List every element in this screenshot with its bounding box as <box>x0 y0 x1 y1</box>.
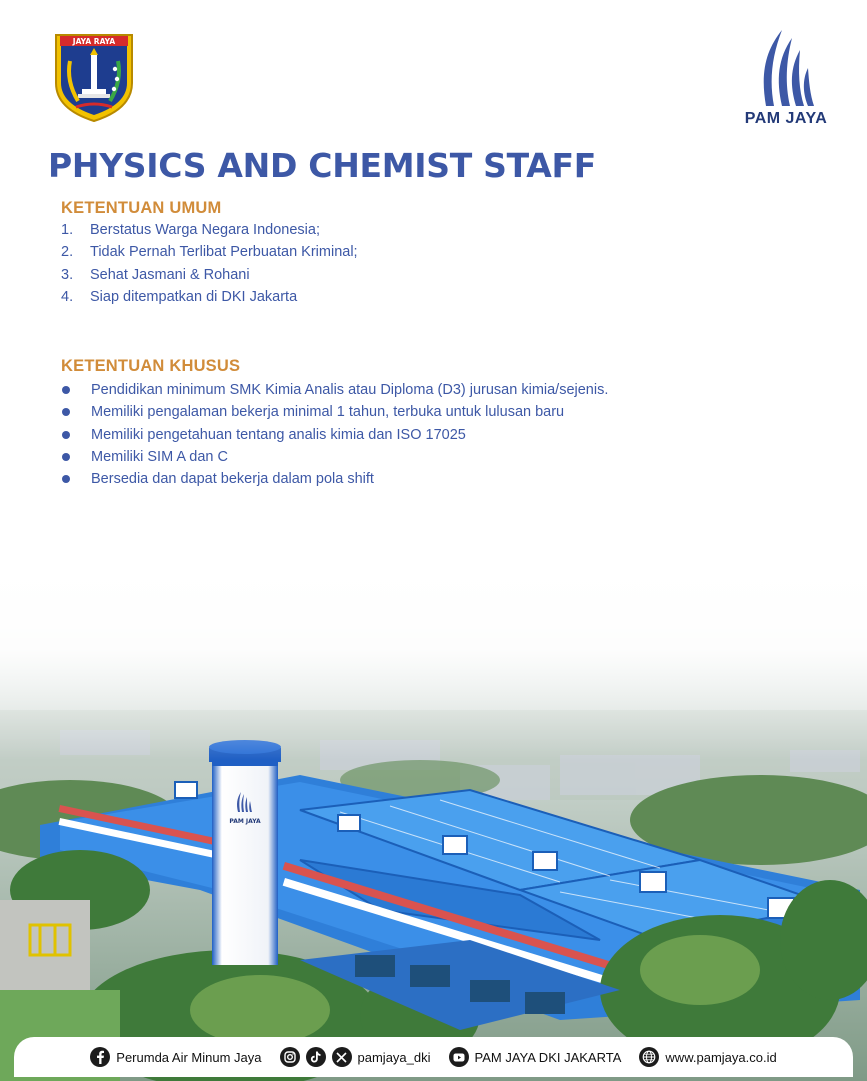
list-item-text: Sehat Jasmani & Rohani <box>90 266 250 283</box>
list-number: 2. <box>61 244 74 261</box>
list-item-text: Memiliki pengalaman bekerja minimal 1 tahun, terbuka untuk lulusan baru <box>91 404 565 421</box>
x-twitter-icon <box>332 1047 352 1067</box>
dki-jakarta-emblem <box>52 31 136 123</box>
list-number: 1. <box>61 222 74 239</box>
facebook-label: Perumda Air Minum Jaya <box>116 1049 262 1065</box>
pam-jaya-flame-icon <box>756 28 816 108</box>
bullet-icon <box>62 408 70 416</box>
list-item-text: Pendidikan minimum SMK Kimia Analis atau Diploma (D3) jurusan kimia/sejenis. <box>91 382 609 399</box>
svg-text:JAYA RAYA: JAYA RAYA <box>72 37 116 46</box>
general-requirements-list <box>61 219 358 308</box>
tiktok-icon <box>306 1047 326 1067</box>
bullet-icon <box>62 386 70 394</box>
list-number: 4. <box>61 289 74 306</box>
list-item-text: Tidak Pernah Terlibat Perbuatan Kriminal; <box>90 244 358 261</box>
list-item <box>61 424 608 446</box>
bullet-icon <box>62 431 70 439</box>
list-item <box>61 379 608 401</box>
instagram-icon <box>280 1047 300 1067</box>
website-contact[interactable] <box>639 1047 776 1067</box>
list-item <box>61 401 608 423</box>
list-item <box>61 446 608 468</box>
pam-jaya-logo <box>736 28 836 128</box>
list-item-text: Bersedia dan dapat bekerja dalam pola shift <box>91 471 374 488</box>
job-title: PHYSICS AND CHEMIST STAFF <box>48 146 596 185</box>
list-item-text: Memiliki SIM A dan C <box>91 449 228 466</box>
section-heading-khusus: KETENTUAN KHUSUS <box>61 357 241 375</box>
facebook-contact[interactable] <box>90 1047 261 1067</box>
list-item-text: Memiliki pengetahuan tentang analis kimia dan ISO 17025 <box>91 426 466 443</box>
list-item <box>61 219 358 241</box>
list-number: 3. <box>61 266 74 283</box>
youtube-icon <box>449 1047 469 1067</box>
list-item <box>61 286 358 308</box>
facebook-icon <box>90 1047 110 1067</box>
specific-requirements-list <box>61 379 608 490</box>
list-item <box>61 468 608 490</box>
youtube-label: PAM JAYA DKI JAKARTA <box>474 1049 622 1065</box>
list-item <box>61 264 358 286</box>
list-item-text: Siap ditempatkan di DKI Jakarta <box>90 289 298 306</box>
bullet-icon <box>62 475 70 483</box>
list-item-text: Berstatus Warga Negara Indonesia; <box>90 222 320 239</box>
social-handle-label: pamjaya_dki <box>357 1049 431 1065</box>
youtube-contact[interactable] <box>449 1047 622 1067</box>
list-item <box>61 241 358 263</box>
tower-label: PAM JAYA <box>229 818 261 825</box>
bullet-icon <box>62 453 70 461</box>
pam-jaya-wordmark: PAM JAYA <box>744 110 828 127</box>
section-heading-umum: KETENTUAN UMUM <box>61 199 222 217</box>
fog-overlay <box>0 560 867 760</box>
contact-footer-bar <box>14 1037 853 1077</box>
globe-icon <box>639 1047 659 1067</box>
social-media-contact[interactable] <box>280 1047 431 1067</box>
website-label: www.pamjaya.co.id <box>665 1049 777 1065</box>
